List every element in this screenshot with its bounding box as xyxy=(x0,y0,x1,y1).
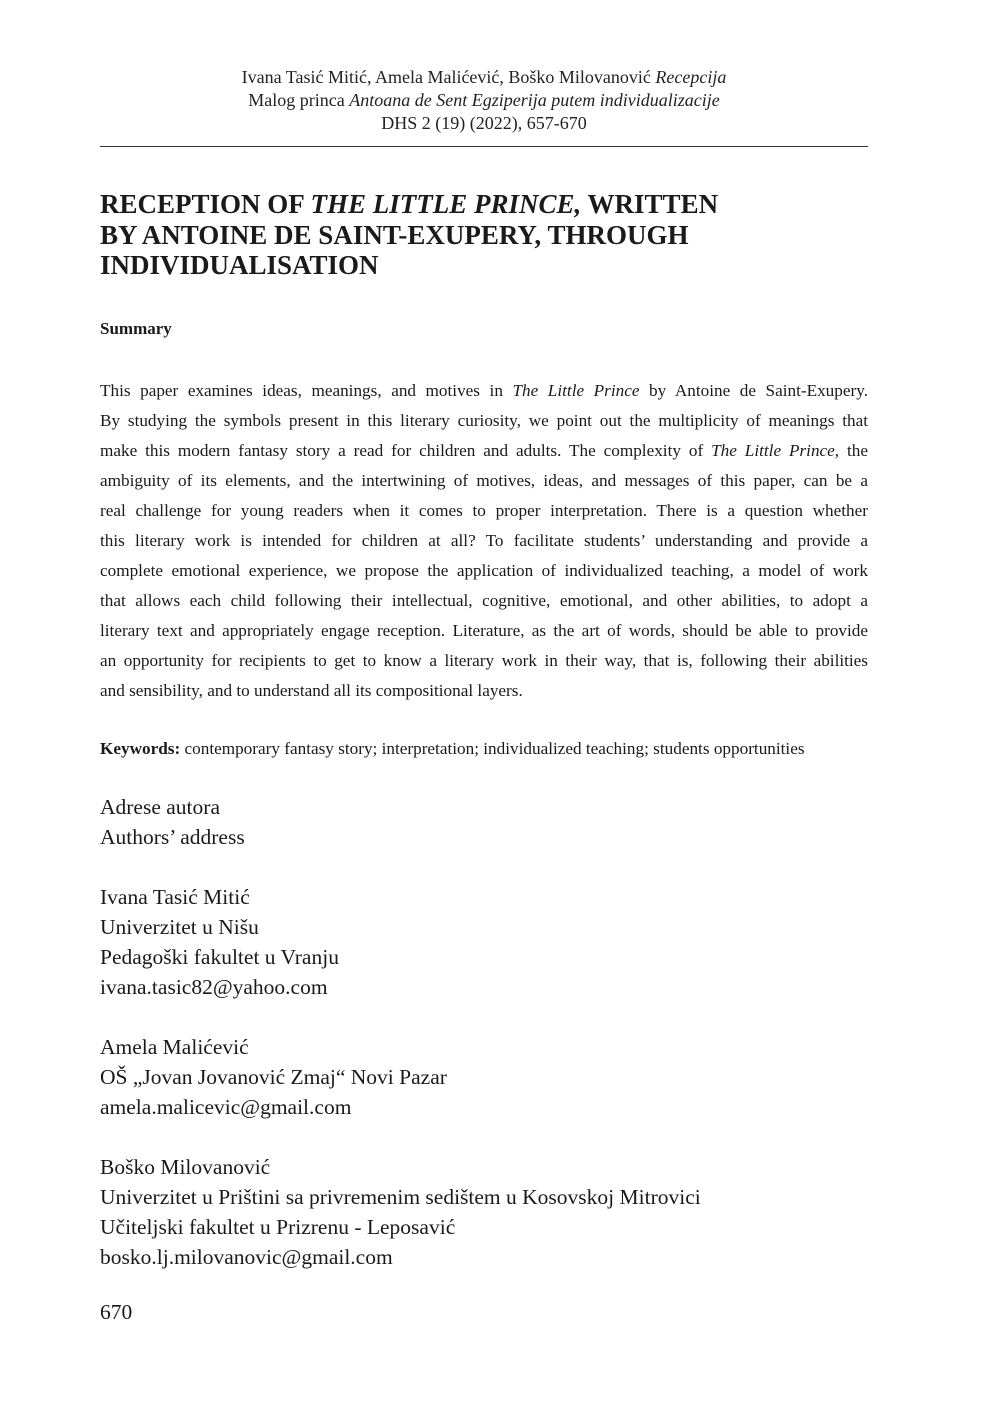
authors-addresses xyxy=(100,792,868,1272)
title-book-name: THE LITTLE PRINCE, xyxy=(310,189,582,219)
author-name: Amela Malićević xyxy=(100,1035,249,1059)
abstract-line xyxy=(100,526,868,556)
abstract-line-text: real challenge for young readers when it comes to proper interpretation. There is a question whether xyxy=(100,501,868,520)
abstract-line xyxy=(100,556,868,586)
running-header-title-italic-2: Antoana de Sent Egziperija putem individualizacije xyxy=(349,90,720,110)
abstract-line xyxy=(100,496,868,526)
abstract-line xyxy=(100,646,868,676)
spacer xyxy=(100,1002,868,1032)
abstract-line-italic: The Little Prince, xyxy=(711,441,840,460)
title-line-2: BY ANTOINE DE SAINT-EXUPERY, THROUGH xyxy=(100,219,689,250)
author-name: Boško Milovanović xyxy=(100,1155,271,1179)
abstract-line-text-end: the xyxy=(839,441,869,460)
author-affiliation: OŠ „Jovan Jovanović Zmaj“ Novi Pazar xyxy=(100,1065,447,1089)
running-header xyxy=(100,66,868,135)
title-line-1 xyxy=(100,189,868,220)
abstract-line-text: complete emotional experience, we propose the application of individualized teaching, a model of work xyxy=(100,561,868,580)
abstract-line-italic: The Little Prince xyxy=(512,381,640,400)
spacer xyxy=(100,1122,868,1152)
header-divider xyxy=(100,146,868,147)
abstract-line-text: This paper examines ideas, meanings, and motives in xyxy=(100,381,513,400)
keywords-label: Keywords: xyxy=(100,739,181,758)
abstract-line xyxy=(100,586,868,616)
title-line-1-start: RECEPTION OF xyxy=(100,189,311,219)
abstract-line xyxy=(100,676,868,706)
summary-heading: Summary xyxy=(100,319,172,338)
author-name: Ivana Tasić Mitić xyxy=(100,885,250,909)
author-email: amela.malicevic@gmail.com xyxy=(100,1095,352,1119)
running-header-authors: Ivana Tasić Mitić, Amela Malićević, Boško Milovanović xyxy=(241,67,656,87)
abstract-line-text: an opportunity for recipients to get to know a literary work in their way, that is, following their abilities xyxy=(100,651,868,670)
running-header-line-1 xyxy=(100,66,868,89)
abstract-line xyxy=(100,616,868,646)
author-affiliation: Učiteljski fakultet u Prizrenu - Leposavić xyxy=(100,1215,456,1239)
abstract-line-text-end: by Antoine de Saint-Exupery. xyxy=(639,381,868,400)
abstract-line xyxy=(100,436,868,466)
addresses-heading-english: Authors’ address xyxy=(100,825,245,849)
author-affiliation: Pedagoški fakultet u Vranju xyxy=(100,945,339,969)
abstract-line xyxy=(100,466,868,496)
keywords-text: contemporary fantasy story; interpretation; individualized teaching; students opportunities xyxy=(180,739,805,758)
abstract-line-text: and sensibility, and to understand all its compositional layers. xyxy=(100,681,523,700)
abstract-line xyxy=(100,406,868,436)
author-email: bosko.lj.milovanovic@gmail.com xyxy=(100,1245,393,1269)
spacer xyxy=(100,852,868,882)
addresses-heading-serbian: Adrese autora xyxy=(100,795,220,819)
title-line-1-end: WRITTEN xyxy=(581,189,719,219)
author-affiliation: Univerzitet u Prištini sa privremenim sedištem u Kosovskoj Mitrovici xyxy=(100,1185,701,1209)
page-number: 670 xyxy=(100,1300,133,1324)
title-line-3: INDIVIDUALISATION xyxy=(100,250,379,280)
author-affiliation: Univerzitet u Nišu xyxy=(100,915,259,939)
abstract-line xyxy=(100,376,868,406)
summary-abstract xyxy=(100,376,868,706)
abstract-line-text: that allows each child following their intellectual, cognitive, emotional, and other abilities, to adopt a xyxy=(100,591,868,610)
running-header-citation: DHS 2 (19) (2022), 657-670 xyxy=(381,113,587,133)
running-header-line-2 xyxy=(100,89,868,112)
running-header-title-italic: Recepcija xyxy=(655,67,727,87)
abstract-line-text: ambiguity of its elements, and the intertwining of motives, ideas, and messages of this paper, can be a xyxy=(100,471,868,490)
keywords xyxy=(100,736,868,762)
paper-title xyxy=(100,189,868,281)
running-header-title-plain: Malog princa xyxy=(248,90,350,110)
abstract-line-text: this literary work is intended for children at all? To facilitate students’ understanding and provide a xyxy=(100,531,868,550)
author-email: ivana.tasic82@yahoo.com xyxy=(100,975,328,999)
abstract-line-text: make this modern fantasy story a read for children and adults. The complexity of xyxy=(100,441,712,460)
abstract-line-text: By studying the symbols present in this literary curiosity, we point out the multiplicity of meanings that xyxy=(100,411,868,430)
abstract-line-text: literary text and appropriately engage reception. Literature, as the art of words, should be able to provide xyxy=(100,621,868,640)
